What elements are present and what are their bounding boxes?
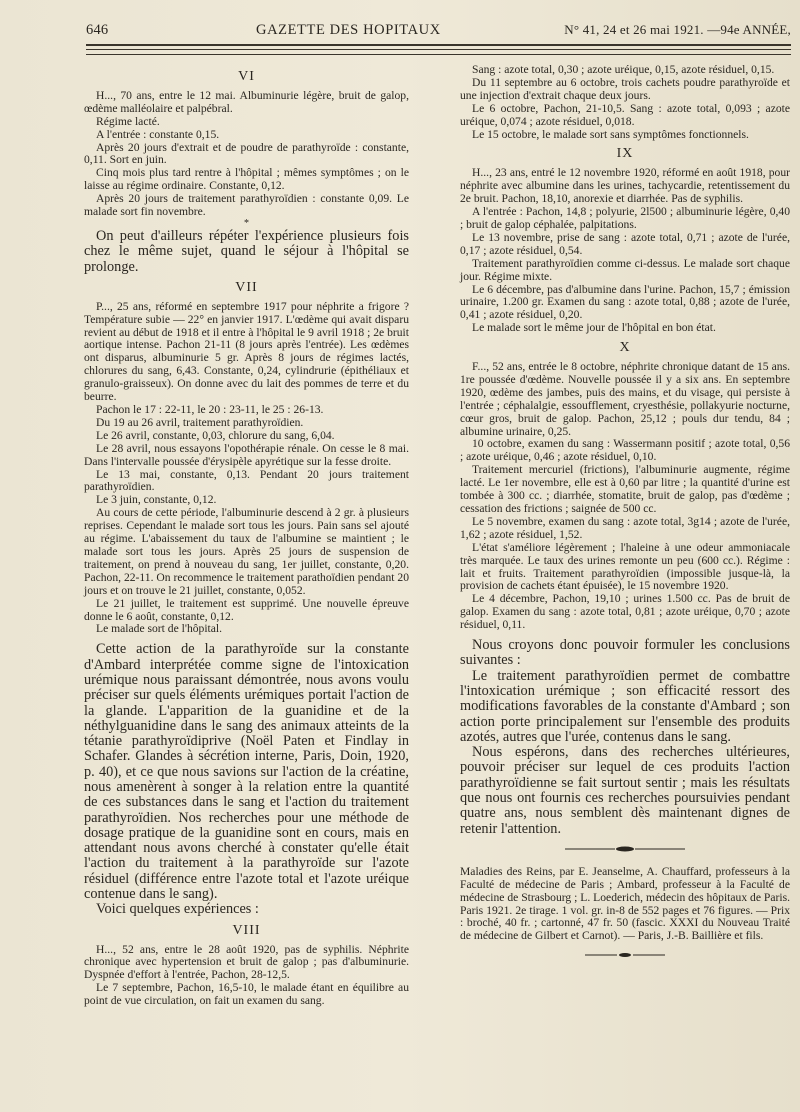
paragraph: Le 3 juin, constante, 0,12. <box>96 493 217 507</box>
paragraph: L'état s'améliore légèrement ; l'haleine à une odeur ammoniacale très marquée. Le taux des urines remonte un peu (600 cc.). Régime : lait et fruits. Traitement parathyroïdien (impossible jusque-là, la provision de cachets étant épuisée), le 15 novembre 1920. <box>460 540 790 593</box>
header-rule <box>86 54 791 55</box>
paragraph: H..., 52 ans, entre le 28 août 1920, pas de syphilis. Néphrite chronique avec hypertension et bruit de galop ; pas d'albuminurie. Dyspnée d'effort à l'entrée, Pachon, 28-12,5. <box>84 942 409 982</box>
paragraph: Le 15 octobre, le malade sort sans symptômes fonctionnels. <box>472 127 749 141</box>
section-heading-vii: VII <box>235 279 258 295</box>
paragraph: Le 4 décembre, Pachon, 19,10 ; urines 1.500 cc. Pas de bruit de galop. Examen du sang : azote total, 0,81 ; azote uréique, 0,70 ; azote résiduel, 0,11. <box>460 592 790 632</box>
large-text-block <box>84 642 409 917</box>
section-heading-viii: VIII <box>232 922 261 938</box>
header-rule <box>86 44 791 46</box>
paragraph: Du 19 au 26 avril, traitement parathyroïdien. <box>96 415 304 429</box>
paragraph: Cette action de la parathyroïde sur la constante d'Ambard interprétée comme signe de l'intoxication urémique nous paraissant démontrée, nous avons voulu préciser sur quels éléments urémiques portait l'action de la glande. L'apparition de la guanidine et de la néthylguanidine dans le sang des animaux atteints de la tétanie parathyroïdiprive (Noël Paten et Findlay in Schafer. Glandes à sécrétion interne, Paris, Doin, 1920, p. 40), et ce que nous savions sur l'action de la créatine, nous amenèrent à songer à la relation entre la quantité de ces substances dans le sang et l'action du traitement parathyroïdien. Nos recherches pour une méthode de dosage pratique de la guanidine sont en cours, mais en attendant nous avons cherché à constater qu'elle était l'action du traitement à la parathyroïde sur l'azote résiduel (différence entre l'azote total et l'azote uréique contenue dans le sang). <box>84 641 409 903</box>
paragraph: Le 7 septembre, Pachon, 16,5-10, le malade étant en équilibre au point de vue circulation, on fait un examen du sang. <box>84 981 409 1008</box>
large-text-block <box>460 638 790 837</box>
journal-title: GAZETTE DES HOPITAUX <box>256 22 441 38</box>
large-text-block <box>84 229 409 275</box>
paragraph: Traitement mercuriel (frictions), l'albuminurie augmente, régime lacté. Le 1er novembre, elle est à 0,60 par litre ; la quantité d'urine est tombée à 300 cc. ; diarrhée, stomatite, bruit de galop, pas d'œdème ; cessation des frictions ; saignée de 500 cc. <box>460 463 790 515</box>
paragraph: Le 6 décembre, pas d'albumine dans l'urine. Pachon, 15,7 ; émission urinaire, 1.200 gr. Examen du sang : azote total, 0,88 ; azote de l'urée, 0,41 ; azote résiduel, 0,20. <box>460 282 790 322</box>
paragraph: Le 28 avril, nous essayons l'opothérapie rénale. On cesse le 8 mai. Dans l'intervalle poussée d'érysipèle apyrétique sur la fesse droite. <box>84 441 409 468</box>
paragraph: Régime lacté. <box>96 114 160 128</box>
paragraph: Le 5 novembre, examen du sang : azote total, 3g14 ; azote de l'urée, 1,62 ; azote résiduel, 1,52. <box>460 514 790 541</box>
ornament-divider <box>460 845 790 858</box>
separator-star: * <box>244 217 249 229</box>
right-column <box>460 64 790 972</box>
paragraph: Cinq mois plus tard rentre à l'hôpital ; mêmes symptômes ; on le laisse au régime ordinaire. Constante, 0,12. <box>84 166 409 193</box>
paragraph: Traitement parathyroïdien comme ci-dessus. Le malade sort chaque jour. Régime mixte. <box>460 256 790 283</box>
paragraph: A l'entrée : constante 0,15. <box>96 127 220 141</box>
paragraph: Maladies des Reins, par E. Jeanselme, A. Chauffard, professeurs à la Faculté de médecine de Paris ; Ambard, professeur à la Faculté de médecine de Strasbourg ; L. Loederich, médecin des hôpitaux de Paris. Paris 1921. 2e tirage. 1 vol. gr. in-8 de 552 pages et 76 figures. — Prix : broché, 40 fr. ; cartonné, 47 fr. 50 (fascic. XXXI du Nouveau Traité de médecine de Gilbert et Carnot). — Paris, J.-B. Baillière et fils. <box>460 864 790 943</box>
left-column <box>84 64 409 1008</box>
paragraph: Après 20 jours de traitement parathyroïdien : constante 0,09. Le malade sort fin novembre. <box>84 192 409 219</box>
paragraph: Le 13 mai, constante, 0,13. Pendant 20 jours traitement parathyroïdien. <box>84 467 409 494</box>
paragraph: Nous espérons, dans des recherches ultérieures, pouvoir préciser sur lequel de ces produits l'action parathyroïdienne se fait surtout sentir ; mais les résultats que nous ont fournis ces recherches poursuivies pendant quatre ans, nous semblent dès maintenant dignes de retenir l'attention. <box>460 744 790 837</box>
section-heading-x: X <box>619 340 631 356</box>
header-rule <box>86 49 791 50</box>
paragraph: Du 11 septembre au 6 octobre, trois cachets poudre parathyroïde et une injection d'extrait chaque deux jours. <box>460 75 790 102</box>
paragraph: Le malade sort de l'hôpital. <box>96 622 223 636</box>
paragraph: Après 20 jours d'extrait et de poudre de parathyroïde : constante, 0,11. Sort en juin. <box>84 140 409 167</box>
paragraph: Le 26 avril, constante, 0,03, chlorure du sang, 6,04. <box>96 428 335 442</box>
paragraph: F..., 52 ans, entrée le 8 octobre, néphrite chronique datant de 15 ans. 1re poussée d'œdème. Nouvelle poussée il y a six ans. En septembre 1920, œdème des jambes, puis des mains, et du visage, qui persiste à l'entrée ; céphalalgie, essoufflement, cryesthésie, pollakyurie nocturne, cœur gros, bruit de galop. Pachon, 25,12 ; pouls dur tendu, 84 ; albumine urinaire, 0,25. <box>460 360 790 438</box>
section-heading-ix: IX <box>616 146 634 162</box>
issue-info: N° 41, 24 et 26 mai 1921. —94e ANNÉE, <box>564 22 791 37</box>
paragraph: Au cours de cette période, l'albuminurie descend à 2 gr. à plusieurs reprises. Cependant le malade sort tous les jours. Pain sans sel ajouté au régime. L'abaissement du taux de l'albumine se maintient ; le malade sort tous les jours. Après 25 jours de suspension de traitement, on prend à nouveau du sang, 1er juillet, constante, 0,20. Pachon, 22-11. On recommence le traitement parathoïdien pendant 20 jours et on trouve le 21 juillet, constante, 0,052. <box>84 506 409 597</box>
paragraph: Le 6 octobre, Pachon, 21-10,5. Sang : azote total, 0,093 ; azote uréique, 0,074 ; azote résiduel, 0,018. <box>460 101 790 128</box>
paragraph: 10 octobre, examen du sang : Wassermann positif ; azote total, 0,56 ; azote uréique, 0,46 ; azote résiduel, 0,10. <box>460 437 790 464</box>
paragraph: Voici quelques expériences : <box>96 901 259 918</box>
ornament-divider-icon <box>585 951 665 959</box>
paragraph: On peut d'ailleurs répéter l'expérience plusieurs fois chez le même sujet, quand le séjour à l'hôpital se prolonge. <box>84 227 409 275</box>
paragraph: Le 13 novembre, prise de sang : azote total, 0,71 ; azote de l'urée, 0,17 ; azote résiduel, 0,54. <box>460 230 790 257</box>
paragraph: Le 21 juillet, le traitement est supprimé. Une nouvelle épreuve donne le 6 août, constante, 0,12. <box>84 596 409 623</box>
section-heading-vi: VI <box>238 69 255 84</box>
paragraph: P..., 25 ans, réformé en septembre 1917 pour néphrite a frigore ? Température subie — 22° en janvier 1917. L'œdème qui avait disparu revient au début de 1918 et il entre à l'hôpital le 9 avril 1918 ; 2e bruit aortique intense. Pachon 21-11 (8 jours après l'entrée). Les œdèmes ont disparus, albuminurie 5 gr. Après 8 jours de régimes lactés, chlorures du sang, 6,43. Constante, 0,24, cylindrurie (épithéliaux et granulo-graisseux). On donne avec du lait des pommes de terre et du beurre. <box>84 299 409 404</box>
paragraph: Sang : azote total, 0,30 ; azote uréique, 0,15, azote résiduel, 0,15. <box>472 63 775 76</box>
paragraph: Nous croyons donc pouvoir formuler les conclusions suivantes : <box>460 637 790 669</box>
paragraph: Le traitement parathyroïdien permet de combattre l'intoxication urémique ; son efficacité ressort des modifications favorables de la constante d'Ambard ; son action porte principalement sur l'ensemble des produits azotés, autres que l'urée, contenus dans le sang. <box>460 667 790 745</box>
paragraph: Le malade sort le même jour de l'hôpital en bon état. <box>472 321 716 335</box>
paragraph: Pachon le 17 : 22-11, le 20 : 23-11, le 25 : 26-13. <box>96 403 324 417</box>
running-header <box>86 18 791 44</box>
ornament-divider-icon <box>565 845 685 853</box>
ornament-divider <box>460 951 790 964</box>
page-number: 646 <box>86 22 109 38</box>
paragraph: H..., 70 ans, entre le 12 mai. Albuminurie légère, bruit de galop, œdème malléolaire et palpébral. <box>84 88 409 115</box>
paragraph: A l'entrée : Pachon, 14,8 ; polyurie, 2l500 ; albuminurie légère, 0,40 ; bruit de galop céphalée, palpitations. <box>460 205 790 231</box>
bibliography-notice <box>460 866 790 943</box>
paragraph: H..., 23 ans, entré le 12 novembre 1920, réformé en août 1918, pour néphrite avec albumine dans les urines, tachycardie, retentissement du 2e bruit. Pachon, 18,10, anorexie et diarrhée. Pas de syphilis. <box>460 166 790 206</box>
